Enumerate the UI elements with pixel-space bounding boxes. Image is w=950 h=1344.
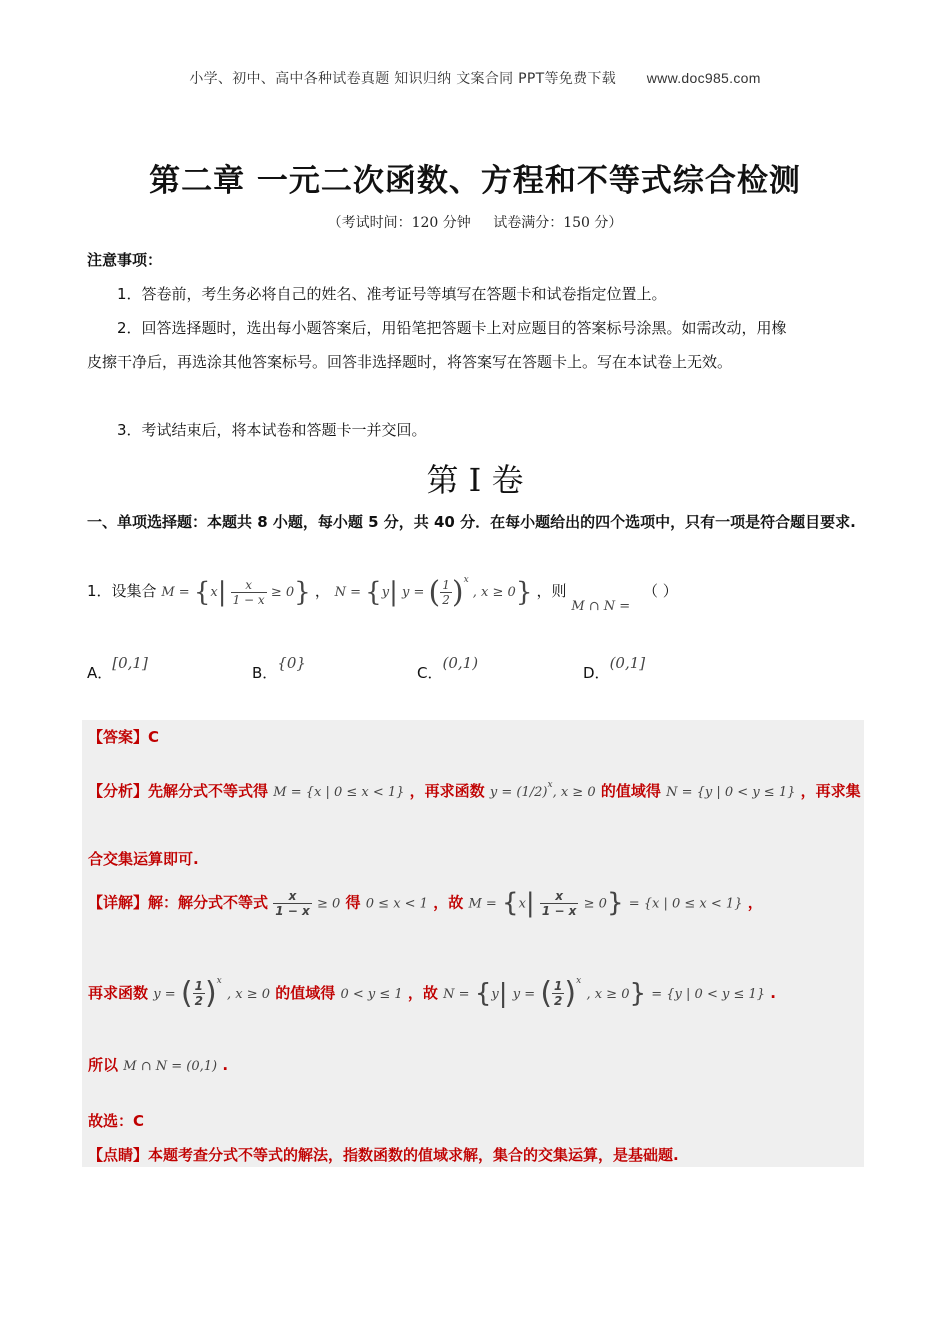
intersection-expression: M ∩ N = [571,599,631,614]
header-site-link[interactable]: www.doc985.com [646,70,761,86]
question-prefix: 1．设集合 [87,582,157,600]
header-tagline: 小学、初中、高中各种试卷真题 知识归纳 文案合同 PPT等免费下载 [189,71,616,87]
notice-heading: 注意事项： [87,251,163,269]
analysis-line: 【分析】先解分式不等式得 M = {x | 0 ≤ x < 1} ，再求函数 $y = (1/2)^x$, x ≥ 0 的值域得 N = {y | 0 < y ≤ 1} ，再求集 [88,780,861,800]
solution-panel [82,720,864,1167]
exam-score: 试卷满分：150 分） [493,215,623,231]
detail-line-2: 再求函数 y = ( $\frac{1}{2}$ )$^x$ , x ≥ 0 的值域得 0 < y ≤ 1 ，故 N = {y| y = ( $\frac{1}{2}$ )$^x$ , x ≥ 0} = {y | 0 < y ≤ 1} . [88,976,776,1011]
option-d[interactable]: D．(0,1] [583,654,646,682]
notice-item-3: 3．考试结束后，将本试卷和答题卡一并交回。 [117,421,427,439]
page-header [0,68,950,88]
exam-time: （考试时间：120 分钟 [327,215,471,231]
notice-item-2: 2．回答选择题时，选出每小题答案后，用铅笔把答题卡上对应题目的答案标号涂黑。如需改动，用橡皮擦干净后，再选涂其他答案标号。回答非选择题时，将答案写在答题卡上。写在本试卷上无效。 [87,319,787,371]
comment-line: 【点睛】本题考查分式不等式的解法，指数函数的值域求解，集合的交集运算，是基础题. [88,1146,679,1164]
detail-line: 【详解】解：解分式不等式 $\frac{x}{1 - x}$ ≥ 0 得 0 ≤ x < 1 ，故 M = {x| $\frac{x}{1 - x}$ ≥ 0} = {x | 0 ≤ x < 1} ， [88,888,763,918]
set-n-definition: N = {y| y = ( $\frac{1}{2}$ )$^x$ , x ≥ 0} [334,575,533,610]
analysis-line-2: 合交集运算即可. [88,850,199,868]
question-1: 1．设集合 M = {x| $\frac{x}{1 - x}$ ≥ 0} ， N = {y| y = ( $\frac{1}{2}$ )$^x$ , x ≥ 0} ，则 M ∩ N = （ ） [87,575,678,614]
conclusion-line: 所以 M ∩ N = (0,1) . [88,1056,229,1074]
option-c[interactable]: C．(0,1) [417,654,479,682]
notice-item-1: 1．答卷前，考生务必将自己的姓名、准考证号等填写在答题卡和试卷指定位置上。 [117,285,667,303]
answer-paren: （ ） [642,582,678,600]
option-b[interactable]: B．{0} [252,654,306,682]
choice-line: 故选：C [88,1112,145,1130]
answer-line: 【答案】C [88,728,160,746]
section-heading: 一、单项选择题：本题共 8 小题，每小题 5 分，共 40 分．在每小题给出的四个选项中，只有一项是符合题目要求. [87,513,856,531]
fraction: $\frac{x}{1 - x}$ [232,578,265,607]
volume-title: 第 I 卷 [426,461,524,499]
set-m-definition: M = {x| $\frac{x}{1 - x}$ ≥ 0} [161,577,311,608]
document-subtitle [0,212,950,232]
option-a[interactable]: A．[0,1] [87,654,148,682]
document-title: 第二章 一元二次函数、方程和不等式综合检测 [149,163,801,199]
